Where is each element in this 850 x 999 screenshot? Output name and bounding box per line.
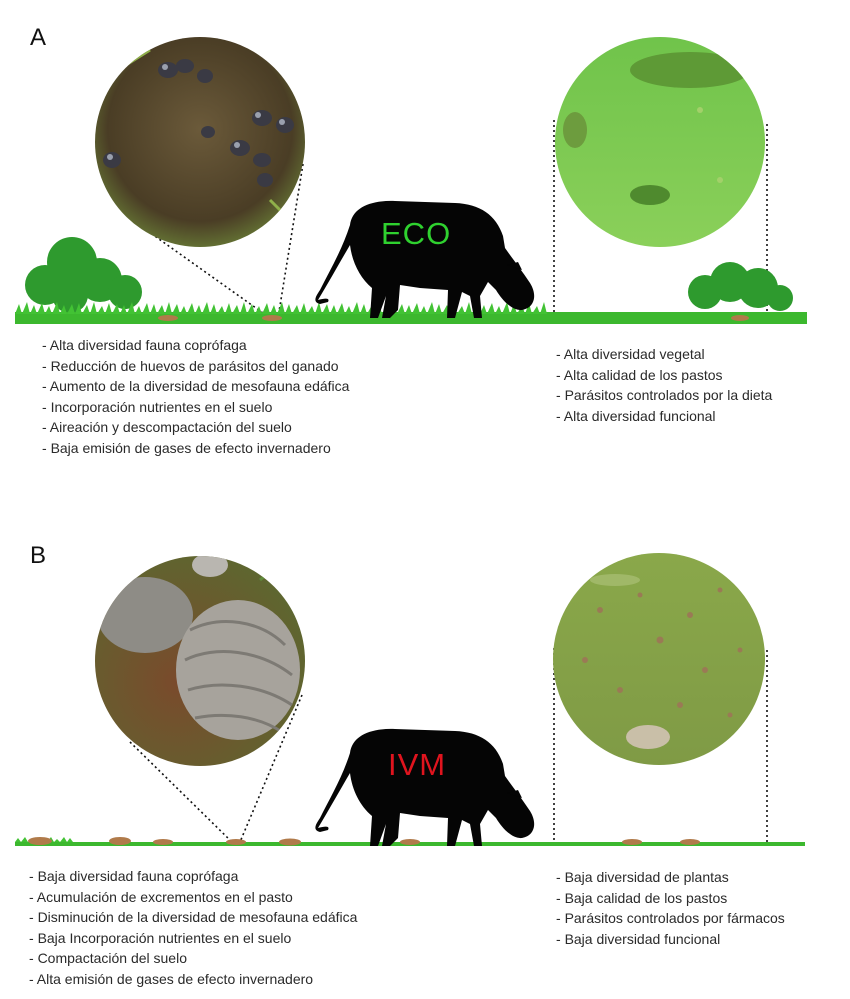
panel-a (0, 0, 850, 480)
photo-degraded-meadow (550, 550, 770, 770)
list-item: - Alta emisión de gases de efecto invernadero (29, 969, 357, 990)
list-item: - Baja emisión de gases de efecto invernadero (42, 438, 349, 459)
effects-list-pasture-a (556, 344, 772, 426)
list-item: - Baja diversidad funcional (556, 929, 785, 950)
list-item: - Aumento de la diversidad de mesofauna edáfica (42, 376, 349, 397)
list-item: - Alta diversidad vegetal (556, 344, 772, 365)
list-item: - Parásitos controlados por la dieta (556, 385, 772, 406)
panel-label-a: A (30, 24, 47, 51)
cow-label-eco: ECO (381, 216, 452, 251)
panel-label-b: B (30, 542, 47, 569)
cow-label-ivm: IVM (388, 747, 447, 782)
list-item: - Incorporación nutrientes en el suelo (42, 397, 349, 418)
grass-strip-b (15, 837, 805, 846)
scene-a (0, 0, 850, 360)
list-item: - Compactación del suelo (29, 948, 357, 969)
scene-b (0, 520, 850, 880)
list-item: - Baja Incorporación nutrientes en el suelo (29, 928, 357, 949)
photo-diverse-meadow (550, 30, 770, 250)
list-item: - Baja diversidad fauna coprófaga (29, 866, 357, 887)
list-item: - Baja diversidad de plantas (556, 867, 785, 888)
effects-list-pasture-b (556, 867, 785, 949)
shrub-right-a (688, 262, 793, 311)
photo-dry-dung-pats (90, 550, 310, 770)
photo-dung-beetles (90, 30, 310, 250)
effects-list-dung-a (42, 335, 349, 458)
panel-b (0, 520, 850, 999)
list-item: - Acumulación de excrementos en el pasto (29, 887, 357, 908)
list-item: - Aireación y descompactación del suelo (42, 417, 349, 438)
list-item: - Reducción de huevos de parásitos del ganado (42, 356, 349, 377)
list-item: - Alta calidad de los pastos (556, 365, 772, 386)
list-item: - Alta diversidad funcional (556, 406, 772, 427)
list-item: - Parásitos controlados por fármacos (556, 908, 785, 929)
shrub-left-a (25, 237, 142, 313)
list-item: - Baja calidad de los pastos (556, 888, 785, 909)
list-item: - Alta diversidad fauna coprófaga (42, 335, 349, 356)
list-item: - Disminución de la diversidad de mesofauna edáfica (29, 907, 357, 928)
effects-list-dung-b (29, 866, 357, 989)
